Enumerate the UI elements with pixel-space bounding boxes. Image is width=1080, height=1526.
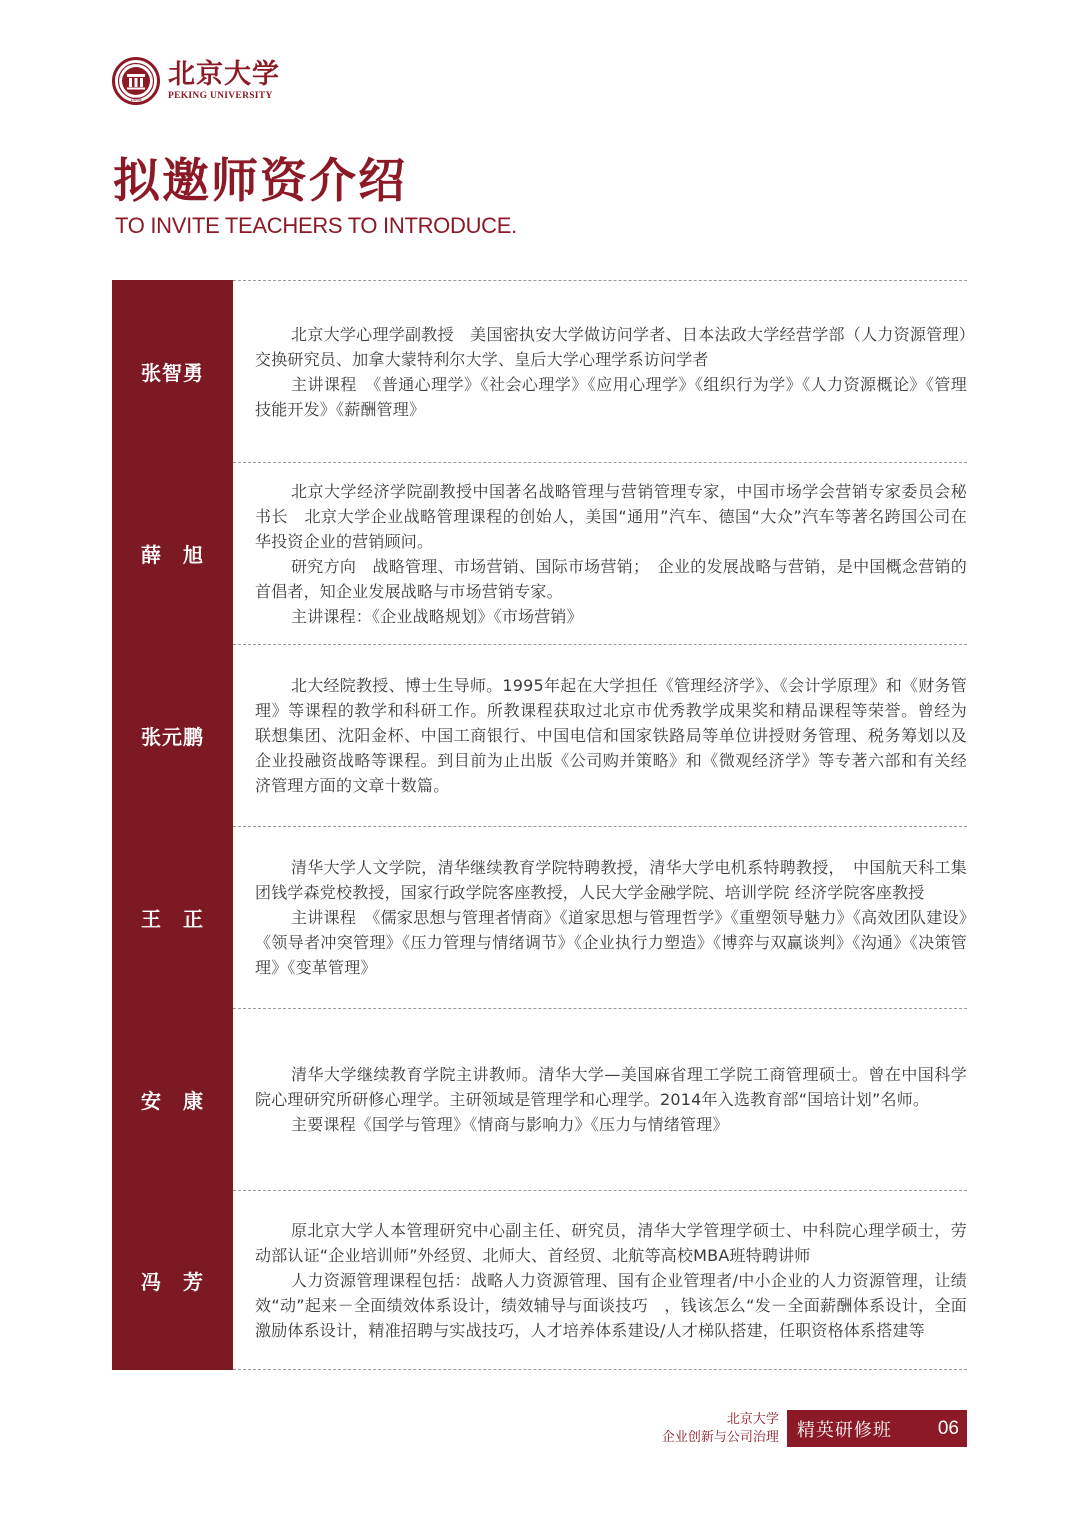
teacher-name: 薛 旭 xyxy=(141,542,204,567)
teacher-row xyxy=(112,462,967,644)
teacher-paragraph: 北京大学经济学院副教授中国著名战略管理与营销管理专家，中国市场学会营销专家委员会秘书长 北京大学企业战略管理课程的创始人，美国“通用”汽车、德国“大众”汽车等著名跨国公司在华投资企业的营销顾问。 xyxy=(255,481,967,551)
teacher-name-cell xyxy=(112,644,233,826)
footer-program-badge xyxy=(787,1410,967,1447)
page-subtitle: TO INVITE TEACHERS TO INTRODUCE. xyxy=(115,213,517,238)
teacher-description xyxy=(233,826,967,1008)
teacher-description xyxy=(233,1008,967,1190)
teacher-name-cell xyxy=(112,280,233,462)
teacher-paragraph: 主讲课程 《儒家思想与管理者情商》《道家思想与管理哲学》《重塑领导魅力》《高效团队建设》《领导者冲突管理》《压力管理与情绪调节》《企业执行力塑造》《博弈与双赢谈判》《沟通》《决策管理》《变革管理》 xyxy=(255,908,967,977)
teacher-paragraph: 北京大学心理学副教授 美国密执安大学做访问学者、日本法政大学经营学部（人力资源管理）交换研究员、加拿大蒙特利尔大学、皇后大学心理学系访问学者 xyxy=(255,324,967,369)
logo-chinese-name: 北京大学 xyxy=(168,59,280,90)
teacher-description xyxy=(233,644,967,826)
page-title: 拟邀师资介绍 xyxy=(113,154,407,209)
teacher-name-cell xyxy=(112,462,233,644)
teacher-row xyxy=(112,280,967,462)
teacher-row xyxy=(112,1190,967,1370)
teacher-name: 张智勇 xyxy=(141,360,204,385)
footer-line-1: 北京大学 xyxy=(726,1411,779,1427)
footer-program-name: 精英研修班 xyxy=(796,1419,892,1441)
page-number: 06 xyxy=(937,1417,959,1439)
page-footer xyxy=(662,1410,967,1447)
teacher-list xyxy=(112,280,967,1370)
teacher-name-cell xyxy=(112,826,233,1008)
peking-university-seal-icon xyxy=(112,57,160,105)
teacher-row xyxy=(112,644,967,826)
teacher-row xyxy=(112,826,967,1008)
university-logo xyxy=(112,56,280,106)
logo-english-name: PEKING UNIVERSITY xyxy=(168,91,273,101)
teacher-row xyxy=(112,1008,967,1190)
teacher-name: 冯 芳 xyxy=(141,1269,204,1294)
teacher-paragraph: 清华大学继续教育学院主讲教师。清华大学—美国麻省理工学院工商管理硕士。曾在中国科学院心理研究所研修心理学。主研领域是管理学和心理学。2014年入选教育部“国培计划”名师。 xyxy=(255,1065,967,1109)
footer-line-2: 企业创新与公司治理 xyxy=(661,1429,779,1445)
teacher-description xyxy=(233,1190,967,1370)
teacher-paragraph: 原北京大学人本管理研究中心副主任、研究员，清华大学管理学硕士、中科院心理学硕士，劳动部认证“企业培训师”外经贸、北师大、首经贸、北航等高校MBA班特聘讲师 xyxy=(255,1220,967,1265)
footer-institution xyxy=(662,1411,779,1447)
teacher-name: 张元鹏 xyxy=(141,724,204,749)
teacher-name: 王 正 xyxy=(141,906,204,931)
teacher-name: 安 康 xyxy=(141,1088,204,1113)
teacher-description xyxy=(233,462,967,644)
teacher-paragraph: 主讲课程 《普通心理学》《社会心理学》《应用心理学》《组织行为学》《人力资源概论》《管理技能开发》《薪酬管理》 xyxy=(255,374,967,419)
teacher-paragraph: 研究方向 战略管理、市场营销、国际市场营销； 企业的发展战略与营销，是中国概念营销的首倡者，知企业发展战略与市场营销专家。 xyxy=(255,556,967,601)
svg-text:1898: 1898 xyxy=(130,98,142,103)
teacher-name-cell xyxy=(112,1008,233,1190)
teacher-paragraph: 主讲课程：《企业战略规划》《市场营销》 xyxy=(291,606,583,626)
teacher-description xyxy=(233,280,967,462)
teacher-paragraph: 清华大学人文学院，清华继续教育学院特聘教授，清华大学电机系特聘教授， 中国航天科工集团钱学森党校教授，国家行政学院客座教授，人民大学金融学院、培训学院 经济学院客座教授 xyxy=(255,858,967,902)
teacher-paragraph: 主要课程《国学与管理》《情商与影响力》《压力与情绪管理》 xyxy=(291,1115,729,1134)
teacher-name-cell xyxy=(112,1190,233,1370)
teacher-paragraph: 人力资源管理课程包括：战略人力资源管理、国有企业管理者/中小企业的人力资源管理，让绩效“动”起来－全面绩效体系设计，绩效辅导与面谈技巧 ，钱该怎么“发－全面薪酬体系设计，全面激励体系设计，精准招聘与实战技巧，人才培养体系建设/人才梯队搭建，任职资格体系搭建等 xyxy=(255,1270,967,1340)
teacher-paragraph: 北大经院教授、博士生导师。1995年起在大学担任《管理经济学》、《会计学原理》和《财务管理》等课程的教学和科研工作。所教课程获取过北京市优秀教学成果奖和精品课程等荣誉。曾经为联想集团、沈阳金杯、中国工商银行、中国电信和国家铁路局等单位讲授财务管理、税务筹划以及企业投融资战略等课程。到目前为止出版《公司购并策略》和《微观经济学》等专著六部和有关经济管理方面的文章十数篇。 xyxy=(255,676,967,795)
